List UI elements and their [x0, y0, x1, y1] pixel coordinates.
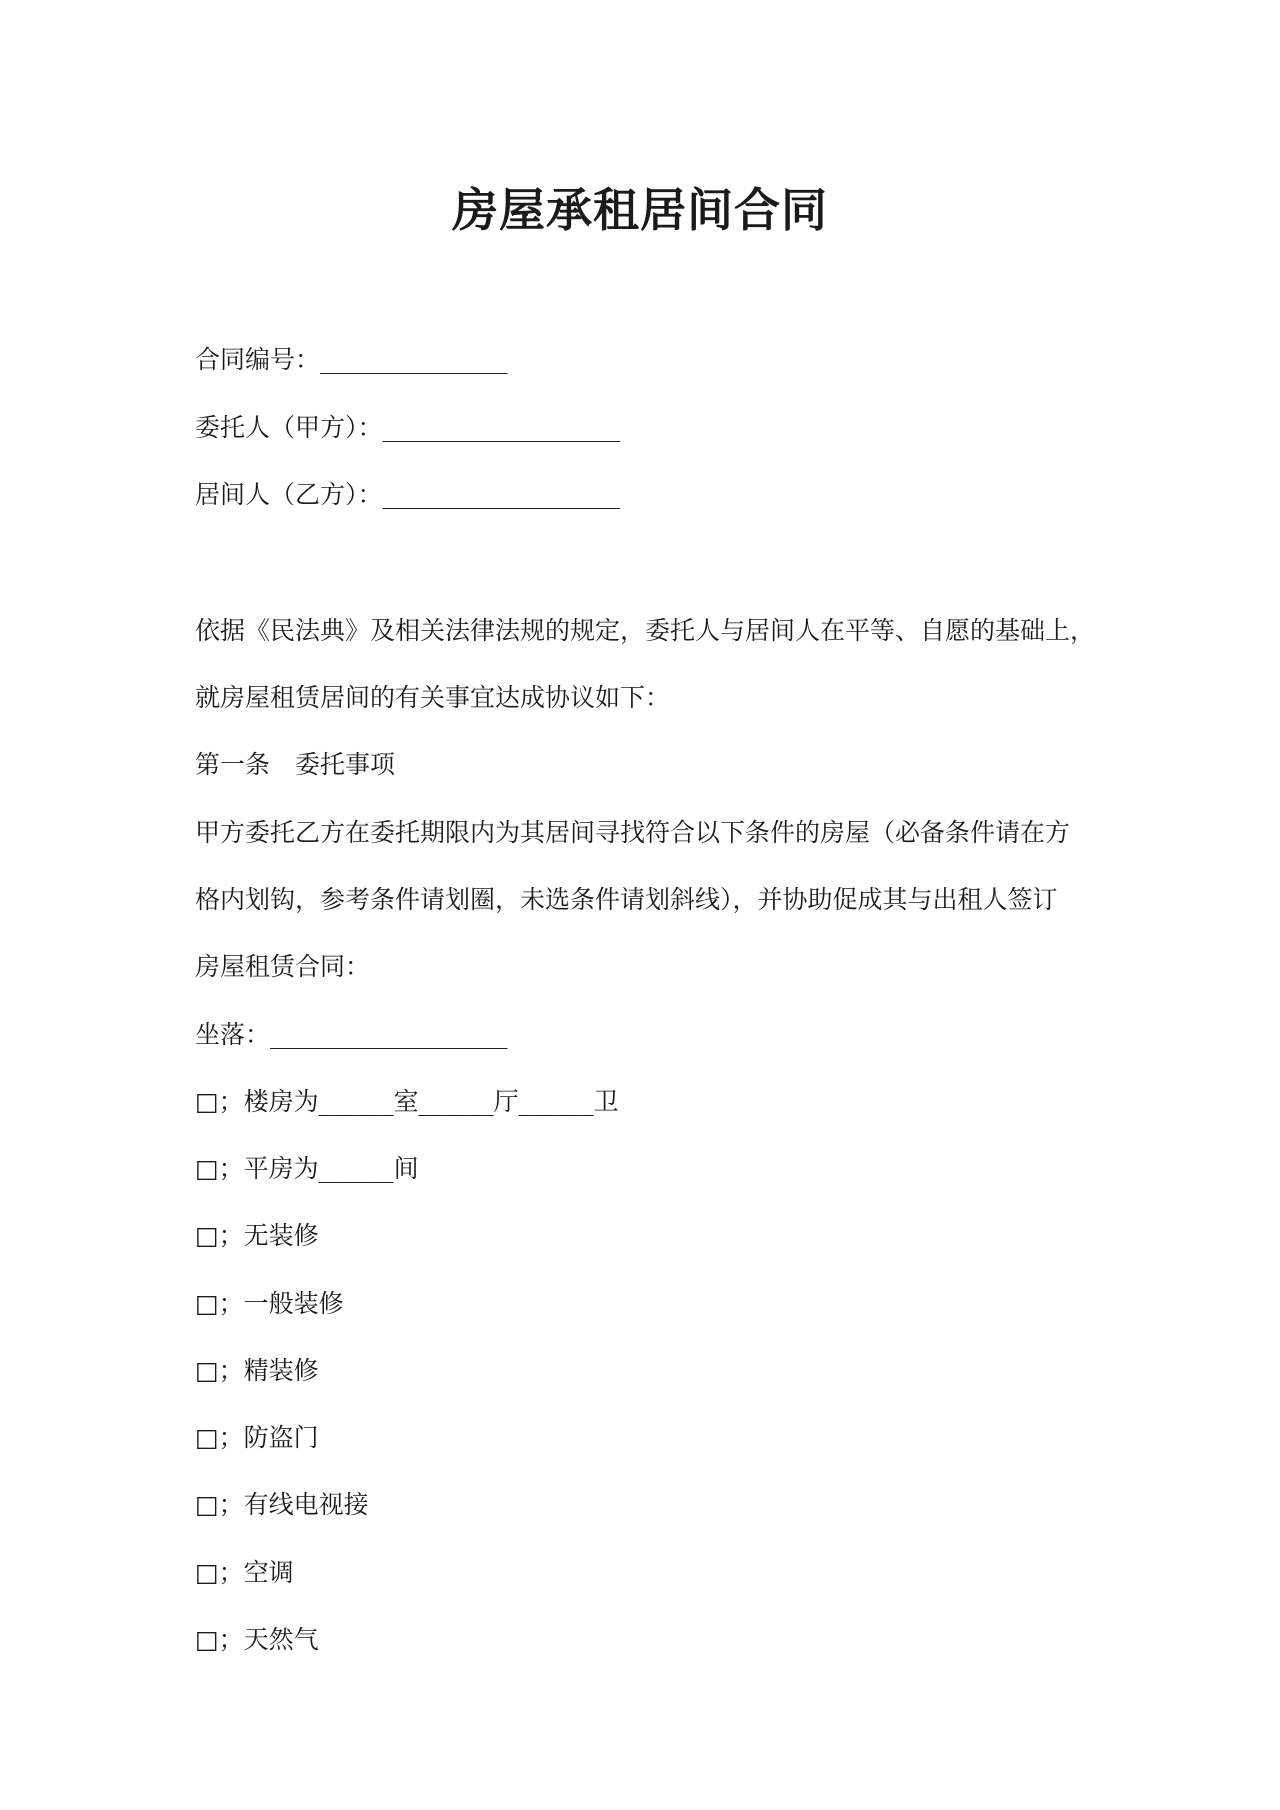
- option-item: □；无装修: [195, 1221, 319, 1250]
- option-item: □；天然气: [195, 1625, 319, 1654]
- contract-number-field: 合同编号：_______________: [195, 345, 508, 374]
- option-item: □；一般装修: [195, 1289, 344, 1318]
- document-title: 房屋承租居间合同: [452, 183, 828, 237]
- article-1-body-line-3: 房屋租赁合同：: [195, 952, 371, 981]
- preamble-line-1: 依据《民法典》及相关法律法规的规定，委托人与居间人在平等、自愿的基础上，: [195, 616, 1096, 645]
- option-item: □；有线电视接: [195, 1490, 369, 1519]
- option-item: □；楼房为______室______厅______卫: [195, 1087, 619, 1116]
- principal-field: 委托人（甲方）：___________________: [195, 413, 621, 442]
- article-1-body-line-1: 甲方委托乙方在委托期限内为其居间寻找符合以下条件的房屋（必备条件请在方: [195, 818, 1071, 847]
- option-item: □；防盗门: [195, 1423, 319, 1452]
- article-1-heading: 第一条 委托事项: [195, 750, 396, 779]
- option-item: □；平房为______间: [195, 1154, 419, 1183]
- option-item: □；空调: [195, 1558, 294, 1587]
- location-field: 坐落：___________________: [195, 1020, 508, 1049]
- option-item: □；精装修: [195, 1356, 319, 1385]
- preamble-line-2: 就房屋租赁居间的有关事宜达成协议如下：: [195, 683, 671, 712]
- intermediary-field: 居间人（乙方）：___________________: [195, 480, 621, 509]
- article-1-body-line-2: 格内划钩，参考条件请划圈，未选条件请划斜线），并协助促成其与出租人签订: [195, 885, 1058, 914]
